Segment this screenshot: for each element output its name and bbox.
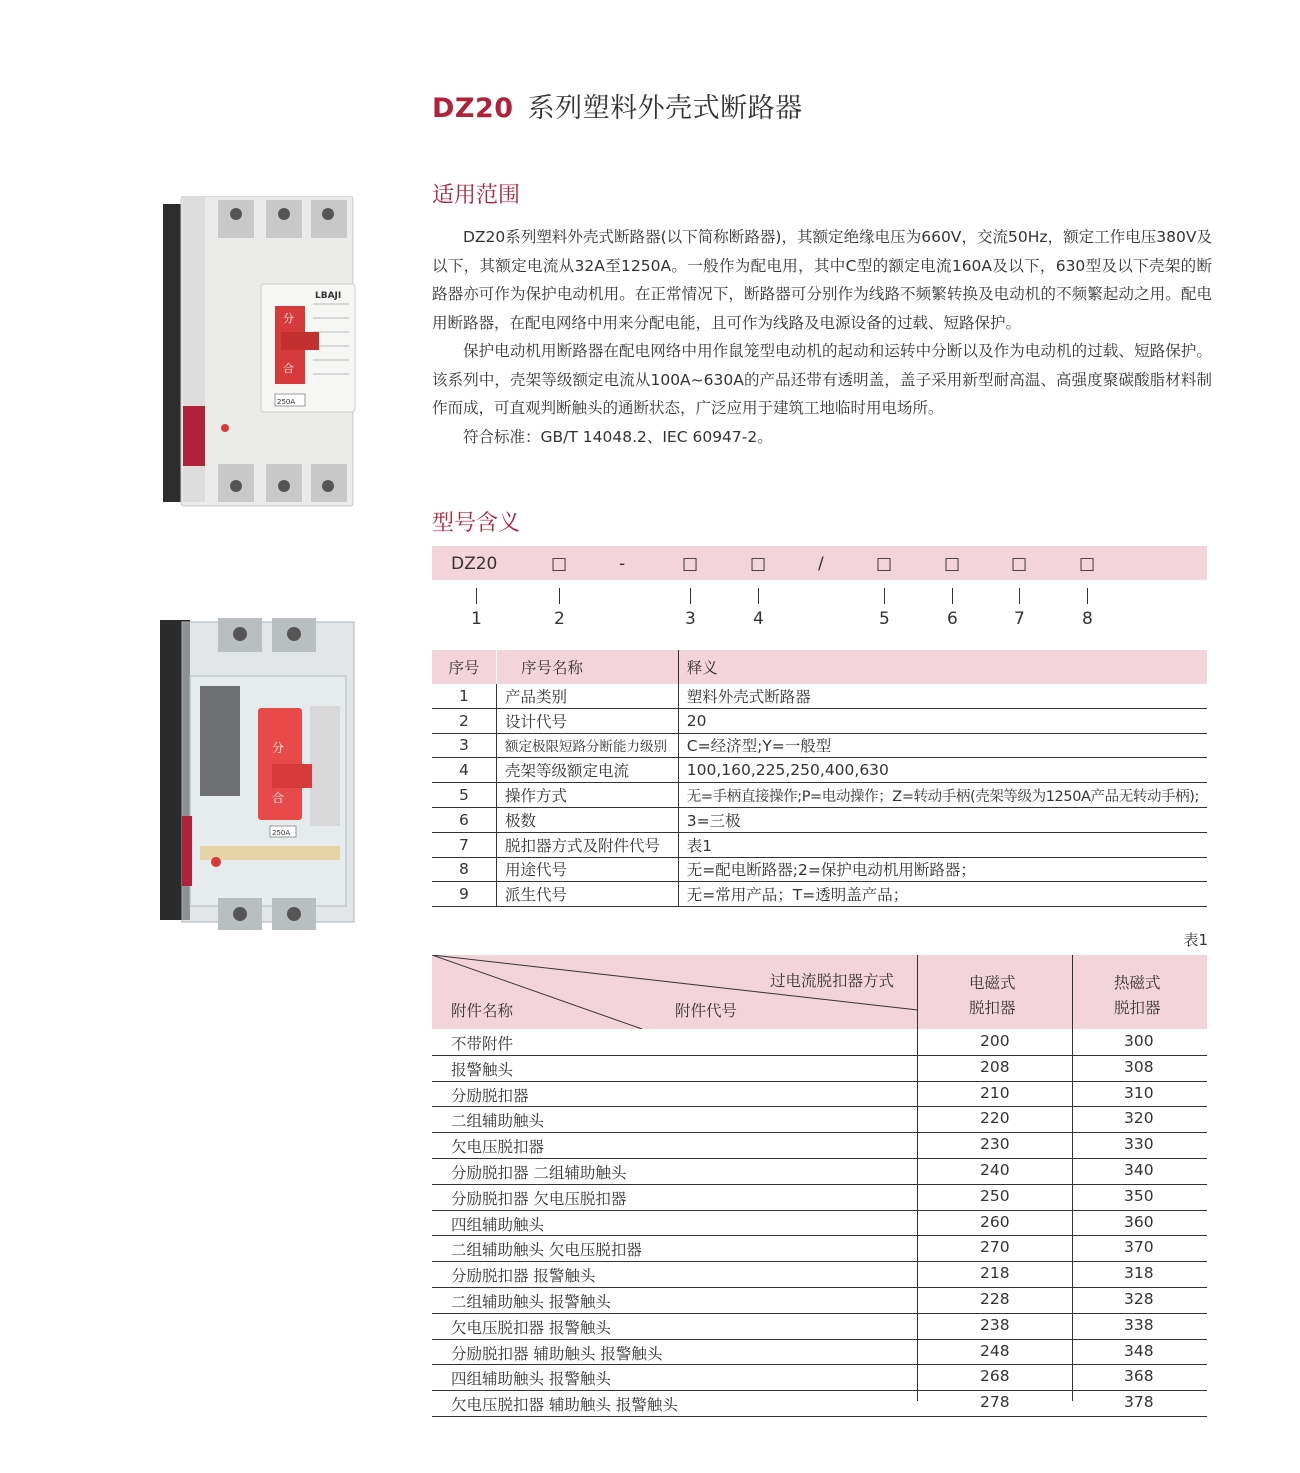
table-row bbox=[432, 882, 1207, 907]
handle-label-off: 分 bbox=[283, 312, 294, 325]
table-cell: 1 bbox=[432, 684, 496, 708]
column-divider bbox=[1072, 955, 1073, 1401]
model-code-tick bbox=[758, 588, 759, 604]
model-code-tick bbox=[884, 588, 885, 604]
accessory-name: 欠电压脱扣器 bbox=[451, 1138, 545, 1157]
table-cell: C=经济型;Y=一般型 bbox=[678, 733, 1207, 758]
table-row bbox=[432, 857, 1207, 882]
accessory-table-header bbox=[432, 955, 1207, 1029]
model-code-strip bbox=[432, 546, 1207, 580]
model-code-box: □ bbox=[750, 554, 767, 574]
header-release-mode: 过电流脱扣器方式 bbox=[770, 972, 895, 990]
accessory-name: 不带附件 bbox=[451, 1035, 514, 1053]
model-code-slash: / bbox=[818, 554, 824, 574]
th-code: 338 bbox=[1124, 1315, 1154, 1334]
product-image-breaker-transparent bbox=[160, 616, 358, 934]
header-em-line2: 脱扣器 bbox=[969, 999, 1016, 1017]
table-row bbox=[432, 807, 1207, 832]
table-cell: 4 bbox=[432, 758, 496, 783]
table-cell: 派生代号 bbox=[496, 882, 678, 907]
handle-label-on: 合 bbox=[272, 791, 285, 805]
table-cell: 设计代号 bbox=[496, 708, 678, 733]
em-code: 208 bbox=[980, 1057, 1010, 1076]
table-cell: 9 bbox=[432, 882, 496, 907]
th-code: 308 bbox=[1124, 1057, 1154, 1076]
table-cell: 无=手柄直接操作;P=电动操作；Z=转动手柄(壳架等级为1250A产品无转动手柄); bbox=[678, 783, 1207, 808]
accessory-name: 欠电压脱扣器 辅助触头 报警触头 bbox=[451, 1396, 678, 1415]
intro-paragraph: 符合标准：GB/T 14048.2、IEC 60947-2。 bbox=[463, 427, 773, 446]
em-code: 228 bbox=[980, 1289, 1010, 1308]
table-header-row bbox=[432, 650, 1207, 684]
em-code: 210 bbox=[980, 1083, 1010, 1102]
product-image-breaker-opaque bbox=[163, 196, 359, 508]
table-row bbox=[432, 1211, 1207, 1237]
em-code: 278 bbox=[980, 1393, 1010, 1412]
table-header-cell: 释义 bbox=[678, 650, 1207, 684]
th-code: 320 bbox=[1124, 1109, 1154, 1128]
model-code-number: 3 bbox=[685, 609, 696, 629]
table-row bbox=[432, 1262, 1207, 1288]
column-divider bbox=[917, 955, 918, 1401]
brand-logo-text: LBAJI bbox=[315, 291, 342, 301]
model-code-box: □ bbox=[1011, 554, 1028, 574]
table-row bbox=[432, 684, 1207, 708]
model-code-box: □ bbox=[551, 554, 568, 574]
accessory-name: 二组辅助触头 报警触头 bbox=[451, 1292, 611, 1311]
em-code: 248 bbox=[980, 1341, 1010, 1360]
accessory-name: 分励脱扣器 报警触头 bbox=[451, 1267, 596, 1286]
th-code: 350 bbox=[1124, 1186, 1154, 1205]
model-code-tick bbox=[476, 588, 477, 604]
model-code-dash: - bbox=[619, 554, 626, 574]
table-cell: 100,160,225,250,400,630 bbox=[678, 758, 1207, 783]
model-code-tick bbox=[559, 588, 560, 604]
accessory-name: 分励脱扣器 二组辅助触头 bbox=[451, 1163, 627, 1182]
th-code: 378 bbox=[1124, 1393, 1154, 1412]
table-cell: 极数 bbox=[496, 807, 678, 832]
intro-paragraph: DZ20系列塑料外壳式断路器(以下简称断路器)，其额定绝缘电压为660V，交流50Hz，额定工作电压380V及以下，其额定电流从32A至1250A。一般作为配电用，其中C型的额定电流160A及以下，630型及以下壳架的断路器亦可作为保护电动机用。在正常情况下，断路器可分别作为线路不频繁转换及电动机的不频繁起动之用。配电用断路器，在配电网络中用来分配电能，且可作为线路及电源设备的过载、短路保护。 bbox=[432, 228, 1212, 332]
table-cell: 2 bbox=[432, 708, 496, 733]
table-cell: 8 bbox=[432, 857, 496, 882]
table-row bbox=[432, 832, 1207, 857]
em-code: 268 bbox=[980, 1367, 1010, 1386]
header-em-line1: 电磁式 bbox=[969, 974, 1016, 992]
th-code: 318 bbox=[1124, 1264, 1154, 1283]
model-code-number: 6 bbox=[947, 609, 958, 629]
header-th-line2: 脱扣器 bbox=[1114, 999, 1161, 1017]
model-code-number: 2 bbox=[554, 609, 565, 629]
table-row bbox=[432, 733, 1207, 758]
table-row bbox=[432, 1340, 1207, 1366]
table-row bbox=[432, 758, 1207, 783]
em-code: 230 bbox=[980, 1135, 1010, 1154]
table-cell: 5 bbox=[432, 783, 496, 808]
table-cell: 额定极限短路分断能力级别 bbox=[496, 733, 678, 758]
header-accessory-code: 附件代号 bbox=[675, 1002, 738, 1020]
model-code-box: □ bbox=[944, 554, 961, 574]
table-row bbox=[432, 708, 1207, 733]
table-cell: 用途代号 bbox=[496, 857, 678, 882]
accessory-name: 四组辅助触头 bbox=[451, 1215, 545, 1234]
handle-label-on: 合 bbox=[283, 362, 294, 375]
page-title bbox=[432, 86, 803, 125]
table-caption: 表1 bbox=[1183, 931, 1208, 949]
rating-label: 250A bbox=[277, 398, 296, 406]
section-heading-model-meaning: 型号含义 bbox=[432, 511, 521, 536]
model-meaning-table bbox=[432, 650, 1207, 907]
table-header-cell: 序号 bbox=[432, 650, 496, 684]
title-name: 系列塑料外壳式断路器 bbox=[527, 93, 803, 124]
table-cell: 产品类别 bbox=[496, 684, 678, 708]
table-cell: 7 bbox=[432, 832, 496, 857]
table-cell: 无=配电断路器;2=保护电动机用断路器； bbox=[678, 857, 1207, 882]
table-row bbox=[432, 1030, 1207, 1056]
table-cell: 脱扣器方式及附件代号 bbox=[496, 832, 678, 857]
th-code: 368 bbox=[1124, 1367, 1154, 1386]
em-code: 220 bbox=[980, 1109, 1010, 1128]
table-row bbox=[432, 1236, 1207, 1262]
model-code-number: 4 bbox=[753, 609, 764, 629]
accessory-name: 分励脱扣器 欠电压脱扣器 bbox=[451, 1189, 627, 1208]
table-cell: 表1 bbox=[678, 832, 1207, 857]
table-row bbox=[432, 1056, 1207, 1082]
accessory-name: 分励脱扣器 bbox=[451, 1086, 529, 1105]
accessory-name: 二组辅助触头 欠电压脱扣器 bbox=[451, 1241, 642, 1260]
th-code: 370 bbox=[1124, 1238, 1154, 1257]
th-code: 340 bbox=[1124, 1160, 1154, 1179]
model-code-number: 1 bbox=[471, 609, 482, 629]
table-cell: 3=三极 bbox=[678, 807, 1207, 832]
accessory-table-body bbox=[432, 1030, 1207, 1417]
table-row bbox=[432, 1391, 1207, 1417]
model-code-tick bbox=[1087, 588, 1088, 604]
accessory-name: 欠电压脱扣器 报警触头 bbox=[451, 1318, 611, 1337]
th-code: 330 bbox=[1124, 1135, 1154, 1154]
table-row bbox=[432, 1314, 1207, 1340]
em-code: 200 bbox=[980, 1032, 1010, 1050]
table-cell: 壳架等级额定电流 bbox=[496, 758, 678, 783]
table-cell: 无=常用产品；T=透明盖产品； bbox=[678, 882, 1207, 907]
model-code-number: 5 bbox=[879, 609, 890, 629]
em-code: 240 bbox=[980, 1160, 1010, 1179]
title-model: DZ20 bbox=[432, 93, 514, 124]
em-code: 218 bbox=[980, 1264, 1010, 1283]
em-code: 238 bbox=[980, 1315, 1010, 1334]
th-code: 360 bbox=[1124, 1212, 1154, 1231]
model-code-box: □ bbox=[1079, 554, 1096, 574]
section-heading-scope: 适用范围 bbox=[432, 183, 521, 208]
table-row bbox=[432, 1159, 1207, 1185]
model-code-prefix: DZ20 bbox=[451, 554, 498, 574]
table-cell: 3 bbox=[432, 733, 496, 758]
th-code: 310 bbox=[1124, 1083, 1154, 1102]
model-code-box: □ bbox=[876, 554, 893, 574]
em-code: 270 bbox=[980, 1238, 1010, 1257]
model-code-tick bbox=[952, 588, 953, 604]
table-row bbox=[432, 1082, 1207, 1108]
intro-text bbox=[432, 223, 1212, 451]
th-code: 328 bbox=[1124, 1289, 1154, 1308]
intro-paragraph: 保护电动机用断路器在配电网络中用作鼠笼型电动机的起动和运转中分断以及作为电动机的过载、短路保护。该系列中，壳架等级额定电流从100A~630A的产品还带有透明盖，盖子采用新型耐高温、高强度聚碳酸脂材料制作而成，可直观判断触头的通断状态，广泛应用于建筑工地临时用电场所。 bbox=[432, 342, 1212, 417]
table-row bbox=[432, 1365, 1207, 1391]
table-header-cell: 序号名称 bbox=[496, 650, 678, 684]
table-cell: 操作方式 bbox=[496, 783, 678, 808]
accessory-name: 四组辅助触头 报警触头 bbox=[451, 1370, 611, 1389]
table-row bbox=[432, 1288, 1207, 1314]
table-cell: 20 bbox=[678, 708, 1207, 733]
model-code-box: □ bbox=[682, 554, 699, 574]
table-row bbox=[432, 783, 1207, 808]
accessory-name: 二组辅助触头 bbox=[451, 1112, 545, 1131]
rating-label: 250A bbox=[272, 829, 291, 837]
handle-label-off: 分 bbox=[272, 741, 285, 755]
model-code-tick bbox=[1019, 588, 1020, 604]
model-code-number: 7 bbox=[1014, 609, 1025, 629]
model-code-number: 8 bbox=[1082, 609, 1093, 629]
model-code-tick bbox=[690, 588, 691, 604]
table-cell: 6 bbox=[432, 807, 496, 832]
em-code: 260 bbox=[980, 1212, 1010, 1231]
table-row bbox=[432, 1107, 1207, 1133]
table-cell: 塑料外壳式断路器 bbox=[678, 684, 1207, 708]
table-row bbox=[432, 1133, 1207, 1159]
accessory-name: 报警触头 bbox=[451, 1060, 514, 1079]
accessory-name: 分励脱扣器 辅助触头 报警触头 bbox=[451, 1344, 663, 1363]
table-row bbox=[432, 1185, 1207, 1211]
em-code: 250 bbox=[980, 1186, 1010, 1205]
header-accessory-name: 附件名称 bbox=[451, 1002, 514, 1020]
th-code: 348 bbox=[1124, 1341, 1154, 1360]
header-th-line1: 热磁式 bbox=[1114, 974, 1161, 992]
th-code: 300 bbox=[1124, 1032, 1154, 1050]
